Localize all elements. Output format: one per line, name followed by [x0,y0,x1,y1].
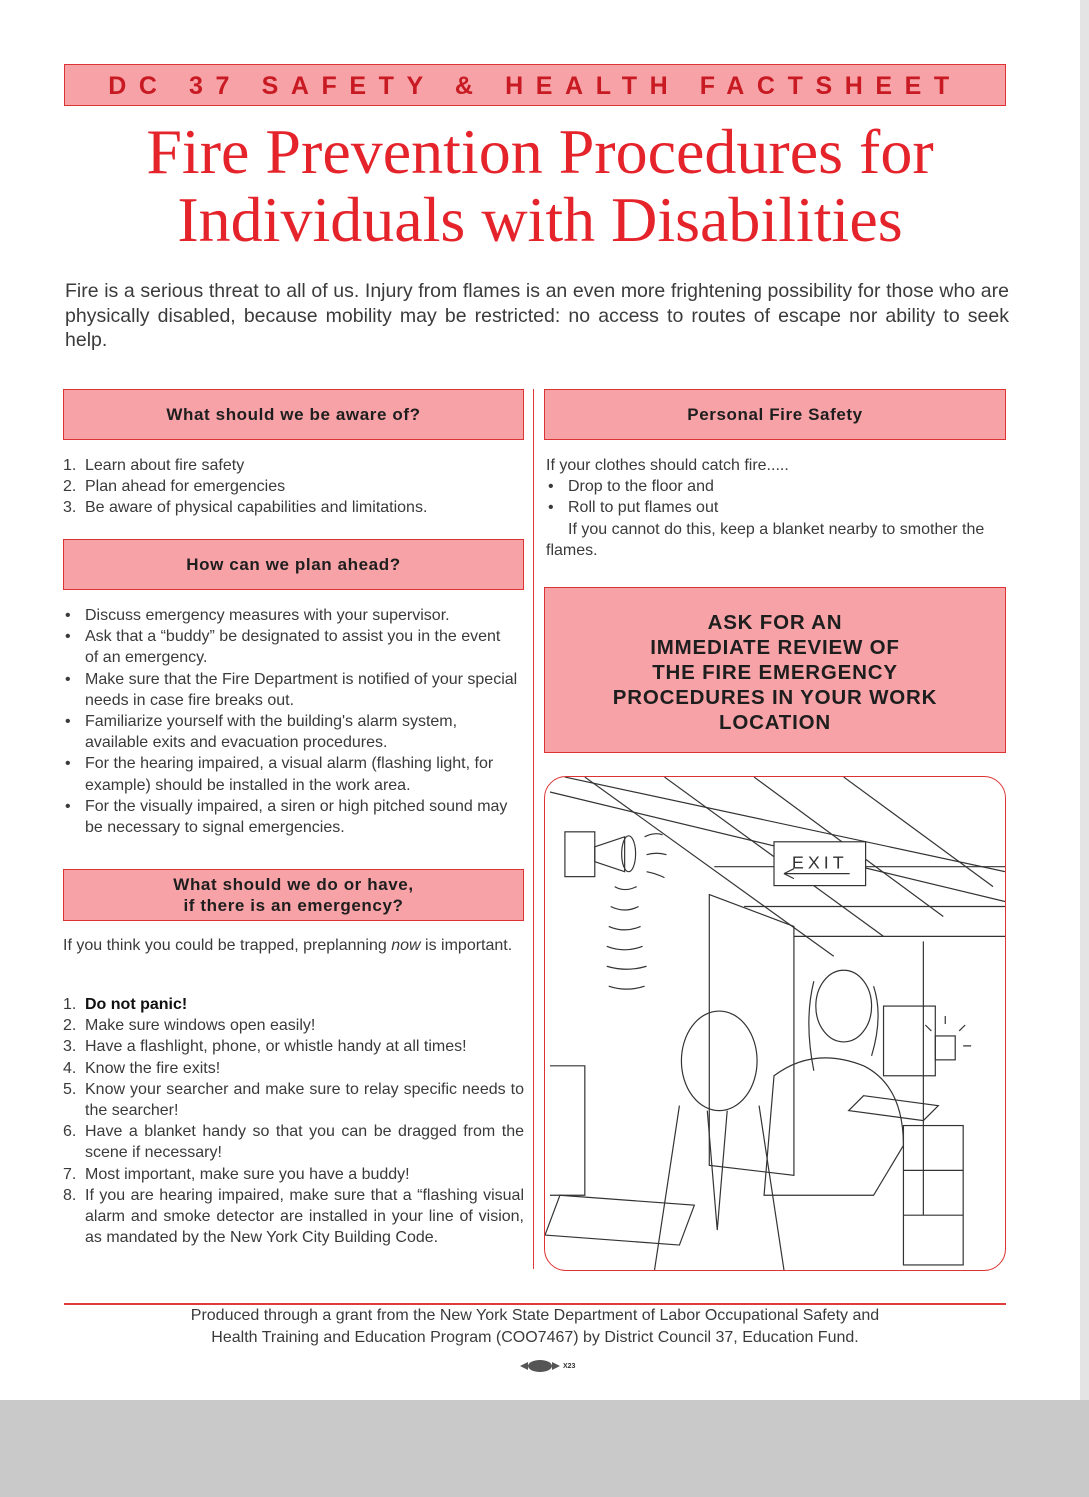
bullet-icon: • [65,670,71,688]
aware-heading: What should we be aware of? [63,389,524,440]
list-item: 2. Make sure windows open easily! [63,1017,316,1035]
bullet-icon: • [65,713,71,731]
list-item: • Discuss emergency measures with your supervisor. [63,605,518,626]
aware-list [63,455,524,519]
plan-heading: How can we plan ahead? [63,539,524,590]
list-item: • For the hearing impaired, a visual alarm (flashing light, for example) should be installed in the work area. [65,755,494,794]
list-item: 2. Plan ahead for emergencies [63,478,286,496]
bullet-icon: • [65,755,71,773]
page-title [40,118,1040,254]
office-scene-drawing [545,777,1005,1270]
list-item: 8. If you are hearing impaired, make sure that a “flashing visual alarm and smoke detector are installed in your line of vision, as mandated by the New York City Building Code. [63,1186,524,1247]
list-item: 3. Have a flashlight, phone, or whistle handy at all times! [63,1038,467,1056]
factsheet-banner: DC 37 SAFETY & HEALTH FACTSHEET [64,64,1006,106]
exit-sign: EXIT [791,852,848,873]
union-logo [520,1356,575,1376]
personal-heading: Personal Fire Safety [544,389,1006,440]
emergency-list [63,994,524,1248]
personal-body [546,455,1006,561]
emergency-heading: What should we do or have, if there is an emergency? [63,869,524,921]
list-item: 6. Have a blanket handy so that you can be dragged from the scene if necessary! [63,1123,524,1162]
list-item: 7. Most important, make sure you have a buddy! [63,1165,410,1183]
office-illustration [544,776,1006,1271]
personal-after: If you cannot do this, keep a blanket nearby to smother the flames. [546,520,985,559]
intro-paragraph: Fire is a serious threat to all of us. Injury from flames is an even more frightening possibility for those who are physically disabled, because mobility may be restricted: no access to routes of escape nor ability to seek help. [65,280,1009,351]
bullet-icon: • [65,628,71,646]
list-item: 4. Know the fire exits! [63,1059,221,1077]
scan-edge [1080,0,1089,1400]
list-item: 1. Learn about fire safety [63,457,245,474]
print-code: X23 [563,1362,576,1370]
personal-lead: If your clothes should catch fire..... [546,457,789,474]
title-line-1: Fire Prevention Procedures for [146,116,934,187]
list-item: 1. Do not panic! [63,996,188,1013]
list-item: • For the visually impaired, a siren or high pitched sound may be necessary to signal emergencies. [65,797,508,837]
title-line-2: Individuals with Disabilities [177,184,903,255]
union-bug-icon [520,1359,560,1373]
list-item: 3. Be aware of physical capabilities and limitations. [63,499,428,517]
bullet-icon: • [65,797,71,815]
footer-credit: Produced through a grant from the New York State Department of Labor Occupational Safety and Health Training and Education Program (COO7467) by District Council 37, Education Fund. [190,1307,880,1346]
list-item: • Drop to the floor and [546,476,1006,497]
personal-list [546,476,1006,518]
list-item: • Ask that a “buddy” be designated to assist you in the event of an emergency. [65,628,501,667]
bullet-icon: • [548,499,554,517]
bullet-icon: • [65,607,71,624]
plan-list [63,605,518,838]
list-item: 5. Know your searcher and make sure to relay specific needs to the searcher! [63,1080,524,1120]
list-item: • Make sure that the Fire Department is notified of your special needs in case fire breaks out. [65,670,518,709]
column-divider [533,389,534,1269]
ask-callout: ASK FOR AN IMMEDIATE REVIEW OF THE FIRE EMERGENCY PROCEDURES IN YOUR WORK LOCATION [544,587,1006,753]
list-item: • Roll to put flames out [546,497,1006,518]
bullet-icon: • [548,478,554,496]
list-item: • Familiarize yourself with the building's alarm system, available exits and evacuation procedures. [65,713,458,752]
emergency-intro: If you think you could be trapped, preplanning now is important. [63,937,513,954]
